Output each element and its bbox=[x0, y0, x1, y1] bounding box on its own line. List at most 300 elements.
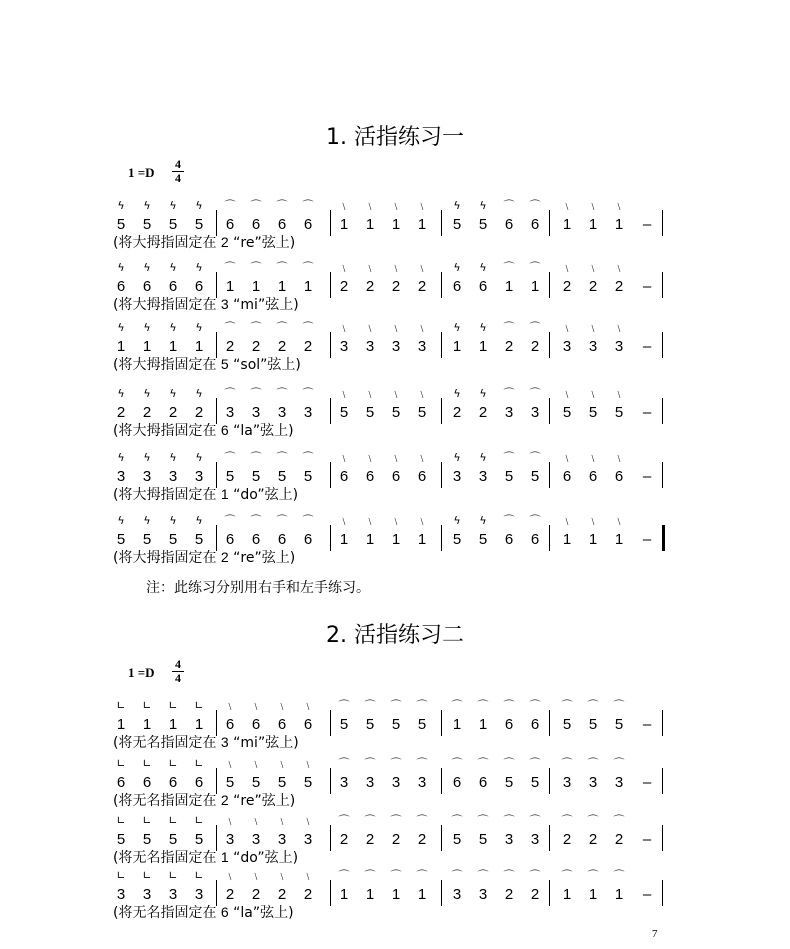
instruction-number: 3 bbox=[220, 734, 229, 750]
fingering-mark: ϟ bbox=[195, 514, 203, 527]
jianpu-note: 3 bbox=[452, 468, 462, 485]
jianpu-note: 5 bbox=[142, 531, 152, 548]
fingering-mark: ﹨ bbox=[302, 814, 314, 827]
key-signature-1: 1 =D bbox=[128, 165, 155, 180]
fingering-mark: ϟ bbox=[117, 451, 125, 464]
instruction-suffix: “re”弦上) bbox=[228, 550, 296, 566]
jianpu-note: 3 bbox=[614, 774, 624, 791]
fingering-mark: ∟ bbox=[194, 869, 204, 882]
jianpu-note: 2 bbox=[417, 278, 427, 295]
fingering-mark: ﹨ bbox=[561, 261, 573, 274]
instruction-number: 2 bbox=[220, 234, 229, 250]
fingering-mark: ⌒ bbox=[561, 757, 573, 770]
jianpu-note: 3 bbox=[452, 886, 462, 903]
fingering-mark: ∟ bbox=[194, 814, 204, 827]
jianpu-note: 6 bbox=[168, 774, 178, 791]
barline bbox=[330, 525, 331, 551]
jianpu-note: 5 bbox=[194, 216, 204, 233]
fingering-mark: ⌒ bbox=[477, 814, 489, 827]
fingering-mark: ⌒ bbox=[364, 699, 376, 712]
instruction-prefix: (将大拇指固定在 bbox=[113, 235, 221, 251]
fingering-mark: ∟ bbox=[168, 699, 178, 712]
jianpu-note: 5 bbox=[504, 774, 514, 791]
fingering-mark: ϟ bbox=[143, 199, 151, 212]
barline bbox=[330, 210, 331, 236]
fingering-mark: ﹨ bbox=[338, 261, 350, 274]
jianpu-note: 3 bbox=[365, 774, 375, 791]
instruction-suffix: “do”弦上) bbox=[228, 850, 299, 866]
jianpu-note: 1 bbox=[142, 338, 152, 355]
jianpu-note: 3 bbox=[339, 774, 349, 791]
barline bbox=[662, 272, 663, 298]
jianpu-note: 6 bbox=[251, 531, 261, 548]
fingering-mark: ϟ bbox=[195, 199, 203, 212]
fingering-mark: ⌒ bbox=[302, 451, 314, 464]
jianpu-note: 1 bbox=[303, 278, 313, 295]
jianpu-note: 1 bbox=[588, 216, 598, 233]
fingering-mark: ⌒ bbox=[451, 757, 463, 770]
jianpu-note: 5 bbox=[562, 404, 572, 421]
jianpu-note: 2 bbox=[478, 404, 488, 421]
jianpu-note: 1 bbox=[614, 531, 624, 548]
jianpu-note: 1 bbox=[452, 716, 462, 733]
time-top: 4 bbox=[175, 657, 181, 671]
string-instruction bbox=[113, 232, 295, 252]
fingering-mark: ﹨ bbox=[338, 199, 350, 212]
jianpu-note: 3 bbox=[417, 774, 427, 791]
barline bbox=[441, 880, 442, 906]
barline bbox=[441, 332, 442, 358]
jianpu-note: 5 bbox=[452, 531, 462, 548]
fingering-mark: ﹨ bbox=[364, 261, 376, 274]
score-row bbox=[0, 515, 790, 565]
fingering-mark: ﹨ bbox=[338, 451, 350, 464]
fingering-mark: ϟ bbox=[143, 387, 151, 400]
time-signature-1 bbox=[172, 158, 184, 185]
barline bbox=[549, 880, 550, 906]
fingering-mark: ﹨ bbox=[224, 869, 236, 882]
page-number: 7 bbox=[652, 928, 658, 940]
fingering-mark: ⌒ bbox=[529, 757, 541, 770]
instruction-prefix: (将大拇指固定在 bbox=[113, 550, 221, 566]
jianpu-note: 3 bbox=[142, 886, 152, 903]
jianpu-note: 2 bbox=[339, 831, 349, 848]
jianpu-note: 3 bbox=[588, 774, 598, 791]
jianpu-note: 6 bbox=[530, 716, 540, 733]
barline bbox=[549, 462, 550, 488]
fingering-mark: ⌒ bbox=[587, 814, 599, 827]
jianpu-note: 5 bbox=[452, 216, 462, 233]
jianpu-note: 1 bbox=[452, 338, 462, 355]
fingering-mark: ⌒ bbox=[302, 199, 314, 212]
jianpu-note: 6 bbox=[339, 468, 349, 485]
fingering-mark: ⌒ bbox=[613, 699, 625, 712]
fingering-mark: ﹨ bbox=[364, 514, 376, 527]
jianpu-note: 6 bbox=[478, 774, 488, 791]
fingering-mark: ⌒ bbox=[477, 757, 489, 770]
barline bbox=[330, 332, 331, 358]
fingering-mark: ﹨ bbox=[390, 387, 402, 400]
instruction-prefix: (将无名指固定在 bbox=[113, 905, 221, 921]
jianpu-note: 5 bbox=[225, 468, 235, 485]
jianpu-note: 6 bbox=[478, 278, 488, 295]
score-row bbox=[0, 388, 790, 438]
jianpu-note: 2 bbox=[194, 404, 204, 421]
fingering-mark: ⌒ bbox=[338, 757, 350, 770]
jianpu-note: 2 bbox=[339, 278, 349, 295]
fingering-mark: ﹨ bbox=[338, 321, 350, 334]
fingering-mark: ﹨ bbox=[561, 514, 573, 527]
fingering-mark: ϟ bbox=[169, 514, 177, 527]
fingering-mark: ϟ bbox=[169, 321, 177, 334]
fingering-mark: ⌒ bbox=[613, 757, 625, 770]
barline bbox=[549, 272, 550, 298]
jianpu-note: 5 bbox=[339, 716, 349, 733]
fingering-mark: ϟ bbox=[453, 321, 461, 334]
fingering-mark: ﹨ bbox=[416, 387, 428, 400]
instruction-number: 1 bbox=[220, 849, 229, 865]
jianpu-note: 1 bbox=[417, 886, 427, 903]
jianpu-note: 1 bbox=[168, 716, 178, 733]
barline bbox=[330, 710, 331, 736]
fingering-mark: ﹨ bbox=[587, 261, 599, 274]
jianpu-note: 1 bbox=[168, 338, 178, 355]
barline bbox=[549, 210, 550, 236]
fingering-mark: ⌒ bbox=[529, 514, 541, 527]
jianpu-note: 1 bbox=[277, 278, 287, 295]
instruction-suffix: “re”弦上) bbox=[228, 235, 296, 251]
jianpu-note: 6 bbox=[504, 716, 514, 733]
fingering-mark: ﹨ bbox=[224, 757, 236, 770]
fingering-mark: ⌒ bbox=[529, 261, 541, 274]
jianpu-note: 2 bbox=[588, 278, 598, 295]
jianpu-note: 2 bbox=[277, 338, 287, 355]
fingering-mark: ϟ bbox=[117, 321, 125, 334]
jianpu-note: 2 bbox=[225, 886, 235, 903]
fingering-mark: ﹨ bbox=[561, 199, 573, 212]
jianpu-note: 6 bbox=[391, 468, 401, 485]
jianpu-note: 1 bbox=[588, 531, 598, 548]
sustain-dash: – bbox=[642, 216, 652, 233]
instruction-suffix: “do”弦上) bbox=[228, 487, 299, 503]
score-row bbox=[0, 870, 790, 920]
jianpu-note: 1 bbox=[478, 716, 488, 733]
jianpu-note: 1 bbox=[116, 716, 126, 733]
fingering-mark: ϟ bbox=[169, 199, 177, 212]
jianpu-note: 5 bbox=[504, 468, 514, 485]
jianpu-note: 5 bbox=[251, 774, 261, 791]
jianpu-note: 5 bbox=[303, 774, 313, 791]
barline bbox=[549, 398, 550, 424]
jianpu-note: 1 bbox=[225, 278, 235, 295]
fingering-mark: ﹨ bbox=[390, 451, 402, 464]
fingering-mark: ∟ bbox=[116, 869, 126, 882]
jianpu-note: 6 bbox=[168, 278, 178, 295]
jianpu-note: 5 bbox=[614, 404, 624, 421]
jianpu-note: 5 bbox=[277, 468, 287, 485]
fingering-mark: ⌒ bbox=[529, 199, 541, 212]
jianpu-note: 6 bbox=[194, 774, 204, 791]
fingering-mark: ﹨ bbox=[416, 451, 428, 464]
string-instruction bbox=[113, 547, 295, 567]
fingering-mark: ﹨ bbox=[364, 321, 376, 334]
string-instruction bbox=[113, 420, 294, 440]
sustain-dash: – bbox=[642, 468, 652, 485]
jianpu-note: 1 bbox=[417, 531, 427, 548]
key-signature-2: 1 =D bbox=[128, 665, 155, 680]
fingering-mark: ⌒ bbox=[416, 699, 428, 712]
instruction-prefix: (将大拇指固定在 bbox=[113, 487, 221, 503]
jianpu-note: 6 bbox=[251, 716, 261, 733]
jianpu-note: 3 bbox=[251, 404, 261, 421]
jianpu-note: 3 bbox=[277, 831, 287, 848]
fingering-mark: ⌒ bbox=[276, 387, 288, 400]
jianpu-note: 5 bbox=[365, 716, 375, 733]
fingering-mark: ⌒ bbox=[224, 387, 236, 400]
jianpu-note: 6 bbox=[452, 278, 462, 295]
jianpu-note: 6 bbox=[225, 216, 235, 233]
fingering-mark: ⌒ bbox=[503, 699, 515, 712]
instruction-number: 1 bbox=[220, 486, 229, 502]
jianpu-note: 1 bbox=[365, 216, 375, 233]
barline bbox=[441, 525, 442, 551]
fingering-mark: ﹨ bbox=[587, 199, 599, 212]
fingering-mark: ϟ bbox=[479, 514, 487, 527]
jianpu-note: 2 bbox=[530, 886, 540, 903]
fingering-mark: ⌒ bbox=[250, 199, 262, 212]
jianpu-note: 5 bbox=[588, 716, 598, 733]
fingering-mark: ﹨ bbox=[587, 387, 599, 400]
jianpu-note: 2 bbox=[614, 278, 624, 295]
jianpu-note: 2 bbox=[417, 831, 427, 848]
sustain-dash: – bbox=[642, 716, 652, 733]
jianpu-note: 5 bbox=[614, 716, 624, 733]
jianpu-note: 1 bbox=[504, 278, 514, 295]
jianpu-note: 2 bbox=[614, 831, 624, 848]
jianpu-note: 1 bbox=[588, 886, 598, 903]
jianpu-note: 2 bbox=[225, 338, 235, 355]
jianpu-note: 5 bbox=[417, 404, 427, 421]
fingering-mark: ﹨ bbox=[250, 814, 262, 827]
barline bbox=[441, 710, 442, 736]
jianpu-note: 3 bbox=[251, 831, 261, 848]
barline bbox=[441, 210, 442, 236]
barline bbox=[662, 332, 663, 358]
fingering-mark: ⌒ bbox=[224, 514, 236, 527]
fingering-mark: ϟ bbox=[479, 199, 487, 212]
fingering-mark: ϟ bbox=[453, 199, 461, 212]
fingering-mark: ϟ bbox=[143, 514, 151, 527]
score-row bbox=[0, 815, 790, 865]
barline bbox=[662, 210, 663, 236]
fingering-mark: ϟ bbox=[453, 387, 461, 400]
string-instruction bbox=[113, 902, 294, 922]
jianpu-note: 1 bbox=[614, 216, 624, 233]
fingering-mark: ⌒ bbox=[302, 387, 314, 400]
jianpu-note: 6 bbox=[142, 774, 152, 791]
fingering-mark: ⌒ bbox=[390, 814, 402, 827]
fingering-mark: ⌒ bbox=[276, 199, 288, 212]
fingering-mark: ∟ bbox=[168, 757, 178, 770]
jianpu-note: 3 bbox=[391, 338, 401, 355]
jianpu-note: 1 bbox=[530, 278, 540, 295]
fingering-mark: ⌒ bbox=[503, 869, 515, 882]
jianpu-note: 2 bbox=[251, 886, 261, 903]
fingering-mark: ⌒ bbox=[224, 451, 236, 464]
instruction-number: 6 bbox=[220, 904, 229, 920]
fingering-mark: ﹨ bbox=[302, 699, 314, 712]
time-bottom: 4 bbox=[172, 171, 184, 185]
jianpu-note: 3 bbox=[417, 338, 427, 355]
jianpu-note: 6 bbox=[142, 278, 152, 295]
fingering-mark: ﹨ bbox=[364, 387, 376, 400]
fingering-mark: ϟ bbox=[169, 387, 177, 400]
fingering-mark: ⌒ bbox=[529, 387, 541, 400]
fingering-mark: ⌒ bbox=[224, 321, 236, 334]
fingering-mark: ϟ bbox=[479, 387, 487, 400]
fingering-mark: ﹨ bbox=[416, 321, 428, 334]
fingering-mark: ﹨ bbox=[587, 451, 599, 464]
jianpu-note: 6 bbox=[116, 278, 126, 295]
fingering-mark: ϟ bbox=[117, 387, 125, 400]
jianpu-note: 6 bbox=[277, 216, 287, 233]
barline bbox=[441, 768, 442, 794]
fingering-mark: ﹨ bbox=[224, 699, 236, 712]
jianpu-note: 6 bbox=[588, 468, 598, 485]
score-row bbox=[0, 758, 790, 808]
sustain-dash: – bbox=[642, 531, 652, 548]
fingering-mark: ⌒ bbox=[503, 514, 515, 527]
barline bbox=[662, 768, 663, 794]
fingering-mark: ﹨ bbox=[250, 699, 262, 712]
fingering-mark: ⌒ bbox=[613, 814, 625, 827]
fingering-mark: ϟ bbox=[169, 451, 177, 464]
jianpu-note: 1 bbox=[614, 886, 624, 903]
jianpu-note: 5 bbox=[142, 216, 152, 233]
jianpu-note: 6 bbox=[530, 531, 540, 548]
barline bbox=[549, 825, 550, 851]
jianpu-note: 6 bbox=[116, 774, 126, 791]
fingering-mark: ⌒ bbox=[529, 869, 541, 882]
fingering-mark: ∟ bbox=[168, 869, 178, 882]
instruction-prefix: (将无名指固定在 bbox=[113, 793, 221, 809]
fingering-mark: ⌒ bbox=[250, 321, 262, 334]
jianpu-note: 6 bbox=[251, 216, 261, 233]
instruction-suffix: “sol”弦上) bbox=[228, 357, 301, 373]
fingering-mark: ⌒ bbox=[250, 451, 262, 464]
section1-footnote: 注：此练习分别用右手和左手练习。 bbox=[146, 580, 370, 596]
fingering-mark: ⌒ bbox=[250, 514, 262, 527]
fingering-mark: ⌒ bbox=[503, 814, 515, 827]
score-row bbox=[0, 322, 790, 372]
jianpu-note: 5 bbox=[277, 774, 287, 791]
sustain-dash: – bbox=[642, 886, 652, 903]
jianpu-note: 5 bbox=[194, 531, 204, 548]
jianpu-note: 6 bbox=[417, 468, 427, 485]
fingering-mark: ﹨ bbox=[390, 261, 402, 274]
jianpu-note: 3 bbox=[339, 338, 349, 355]
sustain-dash: – bbox=[642, 278, 652, 295]
fingering-mark: ⌒ bbox=[561, 869, 573, 882]
jianpu-note: 6 bbox=[303, 216, 313, 233]
instruction-suffix: “mi”弦上) bbox=[228, 297, 299, 313]
fingering-mark: ﹨ bbox=[613, 387, 625, 400]
barline bbox=[662, 880, 663, 906]
jianpu-note: 1 bbox=[251, 278, 261, 295]
fingering-mark: ⌒ bbox=[390, 757, 402, 770]
jianpu-note: 2 bbox=[168, 404, 178, 421]
fingering-mark: ϟ bbox=[453, 451, 461, 464]
jianpu-note: 2 bbox=[365, 831, 375, 848]
fingering-mark: ∟ bbox=[116, 757, 126, 770]
jianpu-note: 5 bbox=[225, 774, 235, 791]
jianpu-note: 1 bbox=[391, 531, 401, 548]
jianpu-note: 5 bbox=[562, 716, 572, 733]
fingering-mark: ﹨ bbox=[613, 451, 625, 464]
jianpu-note: 1 bbox=[339, 531, 349, 548]
fingering-mark: ⌒ bbox=[529, 814, 541, 827]
jianpu-note: 5 bbox=[168, 831, 178, 848]
fingering-mark: ∟ bbox=[142, 757, 152, 770]
barline bbox=[662, 825, 663, 851]
fingering-mark: ⌒ bbox=[364, 869, 376, 882]
fingering-mark: ⌒ bbox=[338, 869, 350, 882]
fingering-mark: ﹨ bbox=[561, 387, 573, 400]
fingering-mark: ﹨ bbox=[276, 869, 288, 882]
jianpu-note: 2 bbox=[303, 338, 313, 355]
sustain-dash: – bbox=[642, 338, 652, 355]
fingering-mark: ⌒ bbox=[302, 261, 314, 274]
instruction-number: 3 bbox=[220, 296, 229, 312]
fingering-mark: ϟ bbox=[195, 321, 203, 334]
sustain-dash: – bbox=[642, 404, 652, 421]
fingering-mark: ϟ bbox=[169, 261, 177, 274]
fingering-mark: ϟ bbox=[143, 261, 151, 274]
jianpu-note: 6 bbox=[614, 468, 624, 485]
jianpu-note: 5 bbox=[391, 716, 401, 733]
jianpu-note: 1 bbox=[194, 338, 204, 355]
fingering-mark: ϟ bbox=[117, 199, 125, 212]
jianpu-note: 5 bbox=[116, 531, 126, 548]
jianpu-note: 3 bbox=[504, 831, 514, 848]
fingering-mark: ﹨ bbox=[390, 321, 402, 334]
sustain-dash: – bbox=[642, 831, 652, 848]
fingering-mark: ⌒ bbox=[529, 451, 541, 464]
fingering-mark: ⌒ bbox=[276, 321, 288, 334]
jianpu-note: 3 bbox=[225, 404, 235, 421]
jianpu-note: 2 bbox=[303, 886, 313, 903]
fingering-mark: ﹨ bbox=[250, 757, 262, 770]
instruction-number: 2 bbox=[220, 792, 229, 808]
fingering-mark: ⌒ bbox=[338, 814, 350, 827]
fingering-mark: ﹨ bbox=[276, 757, 288, 770]
fingering-mark: ﹨ bbox=[338, 514, 350, 527]
instruction-number: 5 bbox=[220, 356, 229, 372]
barline bbox=[441, 272, 442, 298]
fingering-mark: ∟ bbox=[194, 757, 204, 770]
fingering-mark: ∟ bbox=[142, 814, 152, 827]
fingering-mark: ⌒ bbox=[561, 814, 573, 827]
fingering-mark: ⌒ bbox=[587, 757, 599, 770]
fingering-mark: ﹨ bbox=[416, 261, 428, 274]
fingering-mark: ⌒ bbox=[416, 869, 428, 882]
fingering-mark: ⌒ bbox=[503, 757, 515, 770]
barline bbox=[549, 525, 550, 551]
fingering-mark: ϟ bbox=[117, 261, 125, 274]
jianpu-note: 2 bbox=[391, 831, 401, 848]
jianpu-note: 3 bbox=[614, 338, 624, 355]
fingering-mark: ⌒ bbox=[503, 387, 515, 400]
